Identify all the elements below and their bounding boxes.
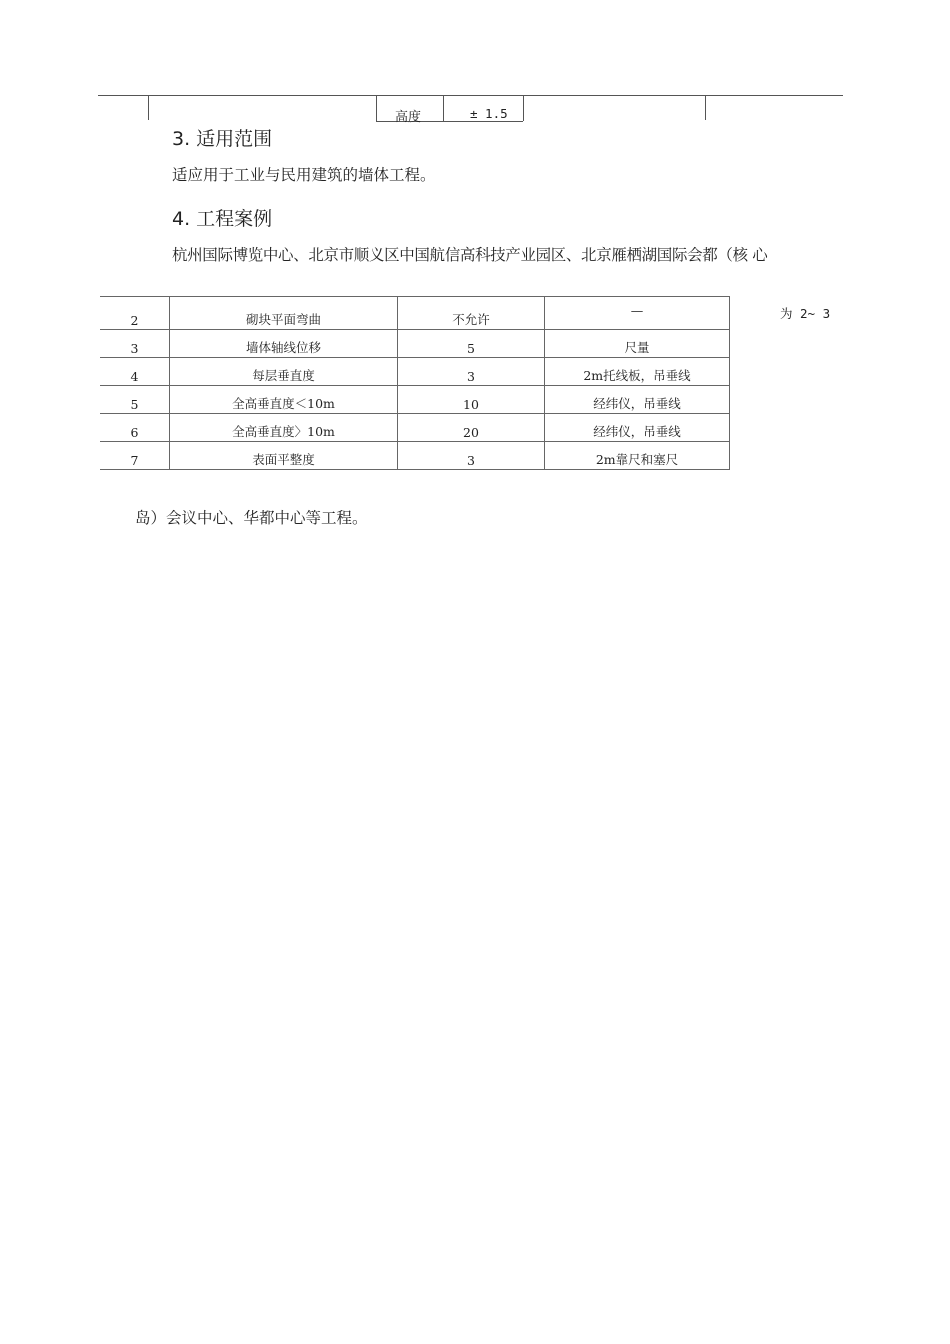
check-item: 全高垂直度〉10m	[170, 414, 398, 442]
allowed-deviation: 20	[398, 414, 545, 442]
top-table-label: 高度	[395, 110, 422, 125]
row-number: 5	[100, 386, 170, 414]
check-item: 全高垂直度＜10m	[170, 386, 398, 414]
allowed-deviation: 5	[398, 330, 545, 358]
top-table-border	[705, 95, 706, 120]
row-number: 2	[100, 297, 170, 330]
inspection-method: 经纬仪，吊垂线	[545, 414, 730, 442]
inspection-method: —	[545, 297, 730, 330]
section-3-heading: 3. 适用范围	[172, 128, 273, 150]
check-item: 每层垂直度	[170, 358, 398, 386]
check-item: 砌块平面弯曲	[170, 297, 398, 330]
section-3-text: 适应用于工业与民用建筑的墙体工程。	[172, 166, 436, 184]
top-table-value: ± 1.5	[470, 106, 508, 121]
top-table-border	[148, 95, 149, 120]
table-row	[100, 386, 730, 414]
table-row	[100, 358, 730, 386]
allowed-deviation: 3	[398, 442, 545, 470]
section-4-text-line2: 岛）会议中心、华都中心等工程。	[135, 509, 368, 527]
inspection-method: 2m托线板，吊垂线	[545, 358, 730, 386]
row-number: 3	[100, 330, 170, 358]
side-note: 为 2~ 3	[780, 306, 831, 321]
table-row	[100, 330, 730, 358]
section-4-text-line1: 杭州国际博览中心、北京市顺义区中国航信高科技产业园区、北京雁栖湖国际会都（核 心	[172, 246, 768, 264]
inspection-method: 2m靠尺和塞尺	[545, 442, 730, 470]
top-rule	[98, 95, 843, 96]
table-row	[100, 414, 730, 442]
row-number: 4	[100, 358, 170, 386]
row-number: 6	[100, 414, 170, 442]
allowed-deviation: 3	[398, 358, 545, 386]
row-number: 7	[100, 442, 170, 470]
check-item: 表面平整度	[170, 442, 398, 470]
allowed-deviation: 不允许	[398, 297, 545, 330]
allowed-deviation: 10	[398, 386, 545, 414]
section-4-heading: 4. 工程案例	[172, 208, 273, 230]
inspection-method: 尺量	[545, 330, 730, 358]
top-table-border	[443, 95, 444, 121]
tolerance-table	[100, 296, 730, 470]
inspection-method: 经纬仪，吊垂线	[545, 386, 730, 414]
table-row	[100, 442, 730, 470]
table-row	[100, 297, 730, 330]
top-table-border	[523, 95, 524, 121]
top-table-border	[376, 95, 377, 121]
check-item: 墙体轴线位移	[170, 330, 398, 358]
